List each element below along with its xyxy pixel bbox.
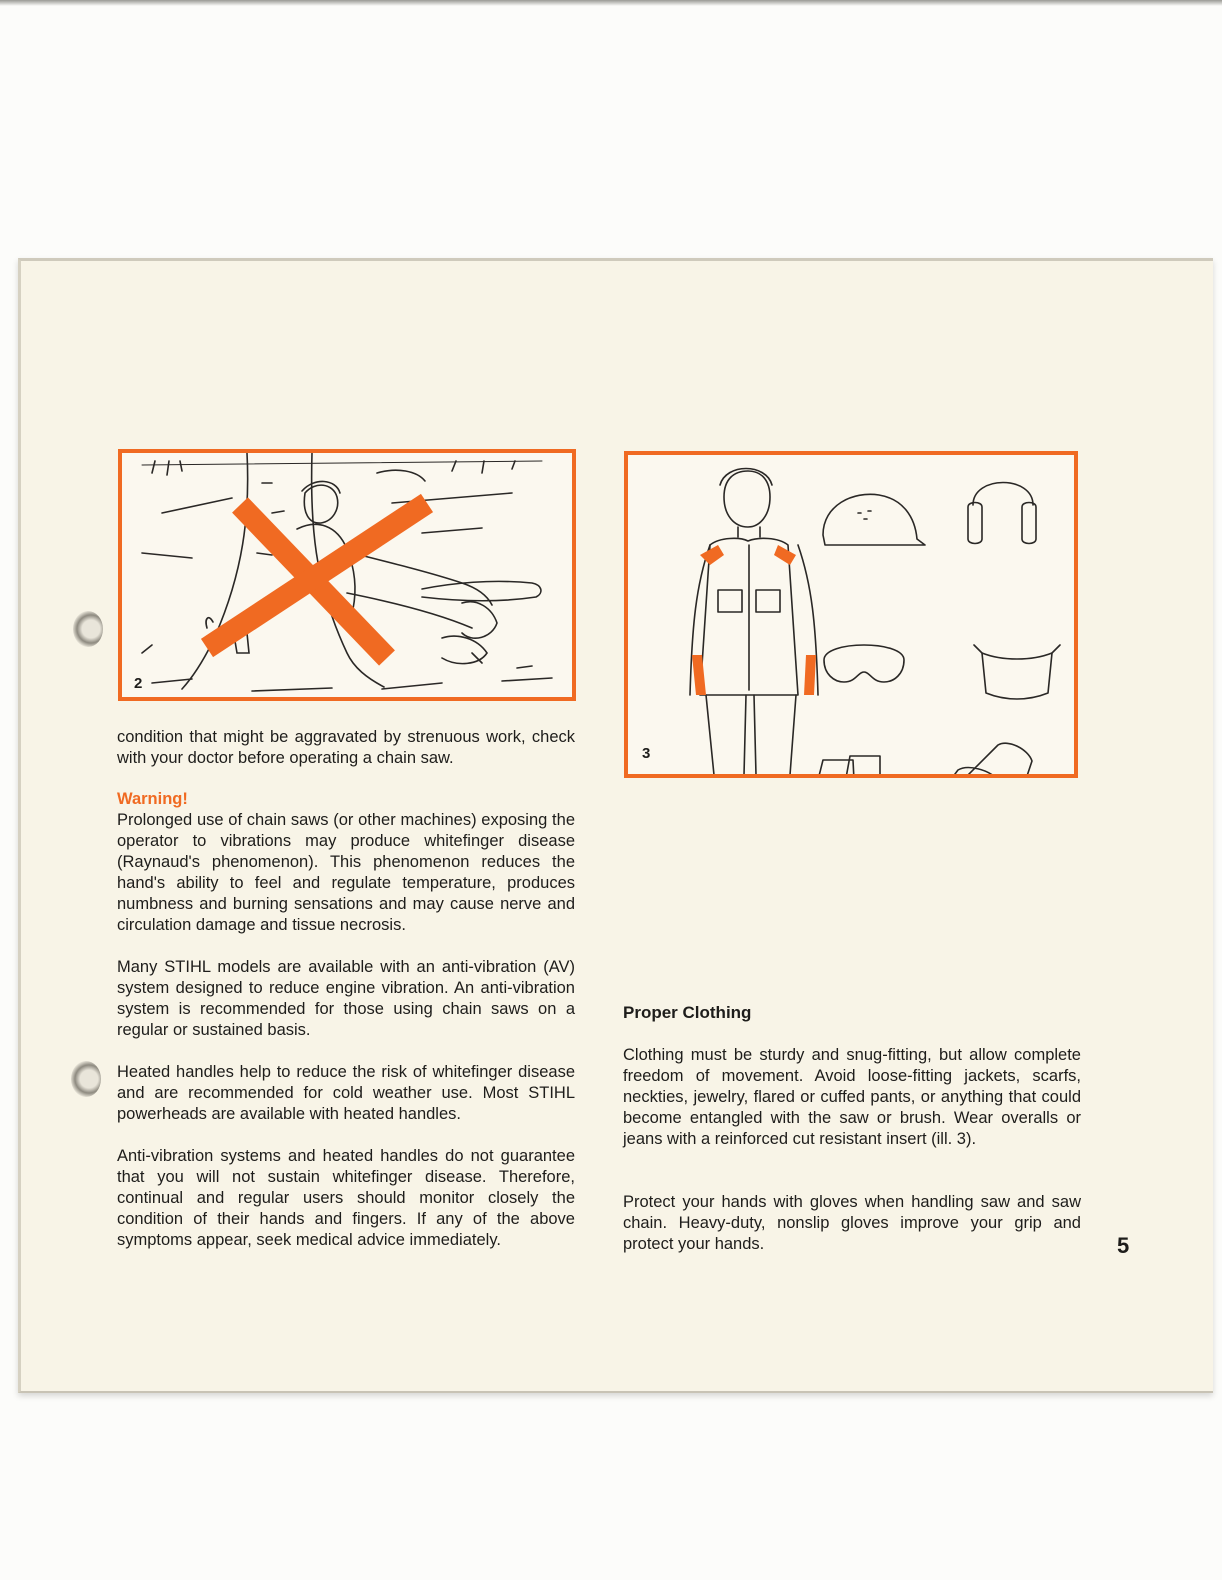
figure-2 xyxy=(118,449,576,701)
intro-paragraph: condition that might be aggravated by strenuous work, check with your doctor before operating a chain saw. xyxy=(117,728,575,767)
boots xyxy=(813,756,896,774)
resting-worker-illustration xyxy=(122,453,572,697)
helmet xyxy=(823,494,925,545)
figure-3 xyxy=(624,451,1078,778)
warning-title: Warning! xyxy=(117,790,188,808)
binder-hole-top xyxy=(73,611,103,647)
page-number: 5 xyxy=(1117,1233,1130,1258)
guarantee-paragraph: Anti-vibration systems and heated handles do not guarantee that you will not sustain whitefinger disease. Therefore, continual and regular users should monitor closely the condition of their hands and fingers. If any of the above symptoms appear, seek medical advice immediately. xyxy=(117,1147,575,1249)
figure-2-number: 2 xyxy=(134,675,143,692)
anti-vibration-paragraph: Many STIHL models are available with an anti-vibration (AV) system designed to reduce engine vibration. An anti-vibration system is recommended for those using chain saws on a regular or sustained basis. xyxy=(117,958,575,1039)
right-column xyxy=(623,1045,1081,1255)
proper-clothing-heading: Proper Clothing xyxy=(623,1003,752,1022)
left-column xyxy=(117,727,575,1251)
earmuffs xyxy=(968,483,1036,544)
person-head xyxy=(724,471,770,527)
clothing-paragraph: Clothing must be sturdy and snug-fitting, but allow complete freedom of movement. Avoid loose-fitting jackets, scarfs, neckties, jewelry, flared or cuffed pants, or anything that could become entangled with the saw or brush. Wear overalls or jeans with a reinforced cut resistant insert (ill. 3). xyxy=(623,1046,1081,1148)
figure-3-number: 3 xyxy=(642,745,651,762)
face-visor xyxy=(982,653,1052,699)
heated-handles-paragraph: Heated handles help to reduce the risk of whitefinger disease and are recommended for cold weather use. Most STIHL powerheads are available with heated handles. xyxy=(117,1063,575,1123)
protective-gear-illustration xyxy=(628,455,1074,774)
manual-page xyxy=(18,258,1213,1393)
warning-paragraph: Prolonged use of chain saws (or other machines) exposing the operator to vibrations may produce whitefinger disease (Raynaud's phenomenon). This phenomenon reduces the hand's ability to feel and regulate temperature, produces numbness and burning sensations and may cause nerve and circulation damage and tissue necrosis. xyxy=(117,811,575,934)
scan-edge xyxy=(0,0,1222,6)
gloves-paragraph: Protect your hands with gloves when handling saw and saw chain. Heavy-duty, nonslip gloves improve your grip and protect your hands. xyxy=(623,1193,1081,1253)
binder-hole-bottom xyxy=(71,1061,101,1097)
goggles xyxy=(824,645,904,682)
gloves xyxy=(928,743,1032,774)
